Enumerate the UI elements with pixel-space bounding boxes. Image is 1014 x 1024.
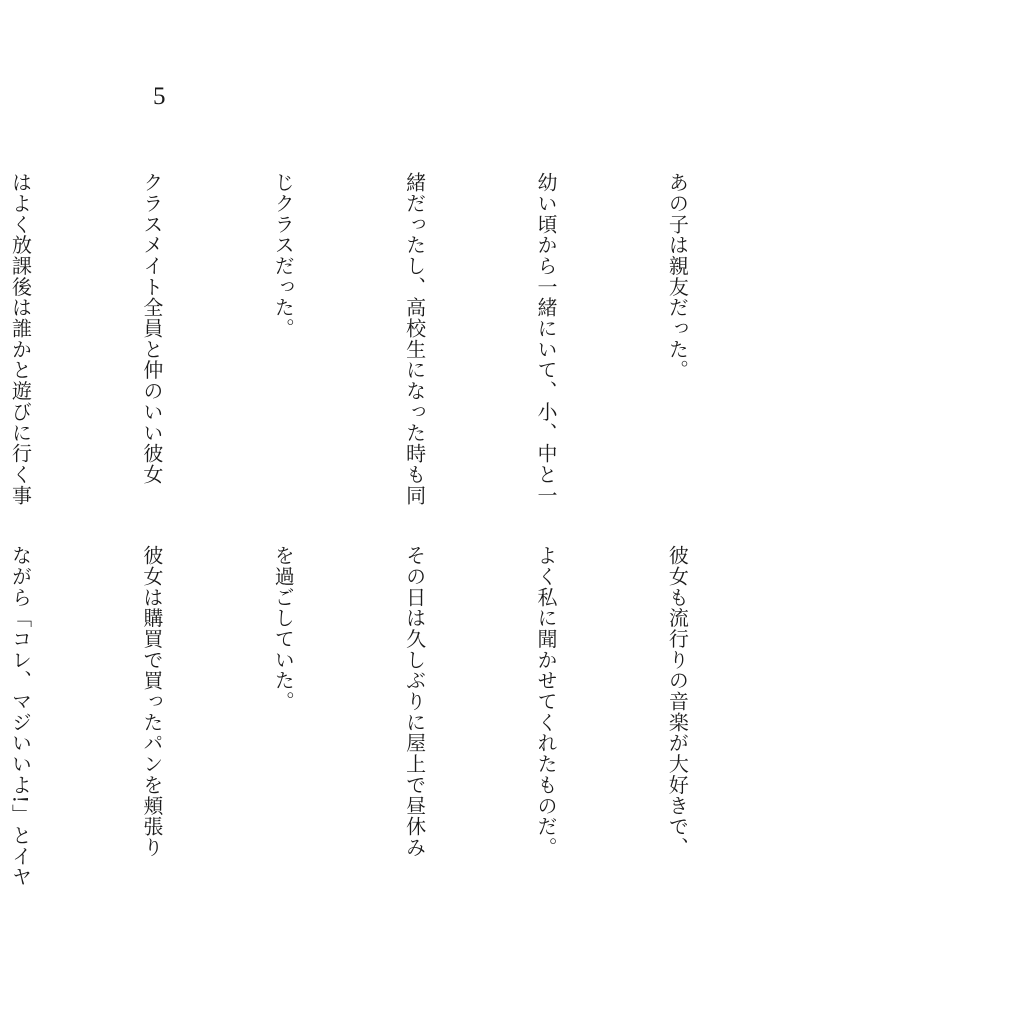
text-block-top: [0, 172, 786, 506]
text-block-bottom: [0, 545, 786, 888]
text-line: あの子は親友だった。: [665, 172, 690, 381]
page-number: 5: [153, 83, 166, 110]
text-line: クラスメイト全員と仲のいい彼女: [139, 172, 164, 485]
text-line: を過ごしていた。: [271, 545, 296, 712]
text-line: その日は久しぶりに屋上で昼休み: [402, 545, 427, 858]
text-line: 彼女も流行りの音楽が大好きで、: [665, 545, 690, 858]
text-line: ながら「コレ、マジいいよ!」とイヤ: [8, 545, 33, 888]
text-line: はよく放課後は誰かと遊びに行く事: [8, 172, 33, 506]
text-line: 幼い頃から一緒にいて、小、中と一: [534, 172, 559, 506]
text-line: 彼女は購買で買ったパンを頬張り: [139, 545, 164, 858]
text-line: よく私に聞かせてくれたものだ。: [534, 545, 559, 858]
text-line: 緒だったし、高校生になった時も同: [402, 172, 427, 506]
text-line: じクラスだった。: [271, 172, 296, 339]
